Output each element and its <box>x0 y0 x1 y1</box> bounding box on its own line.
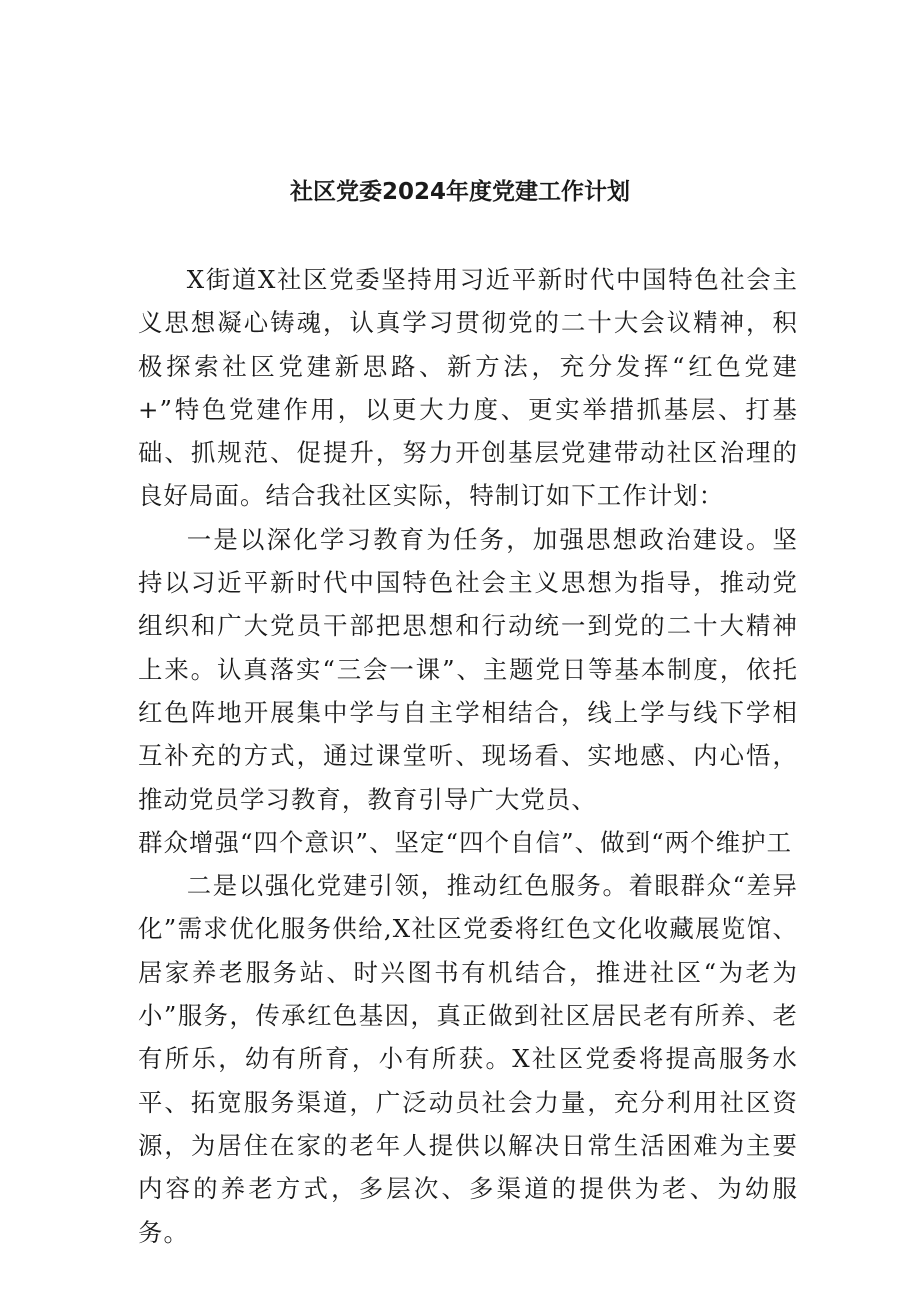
paragraph-study-education-continued: 群众增强“四个意识”、坚定“四个自信”、做到“两个维护工 <box>138 827 793 857</box>
document-title: 社区党委2024年度党建工作计划 <box>289 179 630 205</box>
document-body <box>138 258 798 1254</box>
paragraph-intro: X街道X社区党委坚持用习近平新时代中国特色社会主义思想凝心铸魂，认真学习贯彻党的二十大会议精神，积极探索社区党建新思路、新方法，充分发挥“红色党建+”特色党建作用，以更大力度、更实举措抓基层、打基础、抓规范、促提升，努力开创基层党建带动社区治理的良好局面。结合我社区实际，特制订如下工作计划： <box>138 265 798 511</box>
paragraph-study-education: 一是以深化学习教育为任务，加强思想政治建设。坚持以习近平新时代中国特色社会主义思想为指导，推动党组织和广大党员干部把思想和行动统一到党的二十大精神上来。认真落实“三会一课”、主题党日等基本制度，依托红色阵地开展集中学与自主学相结合，线上学与线下学相互补充的方式，通过课堂听、现场看、实地感、内心悟，推动党员学习教育，教育引导广大党员、 <box>138 524 798 814</box>
paragraph-red-service: 二是以强化党建引领，推动红色服务。着眼群众“差异化”需求优化服务供给,X社区党委将红色文化收藏展览馆、居家养老服务站、时兴图书有机结合，推进社区“为老为小”服务，传承红色基因，真正做到社区居民老有所养、老有所乐，幼有所育，小有所获。X社区党委将提高服务水平、拓宽服务渠道，广泛动员社会力量，充分利用社区资源，为居住在家的老年人提供以解决日常生活困难为主要内容的养老方式，多层次、多渠道的提供为老、为幼服务。 <box>138 871 798 1247</box>
